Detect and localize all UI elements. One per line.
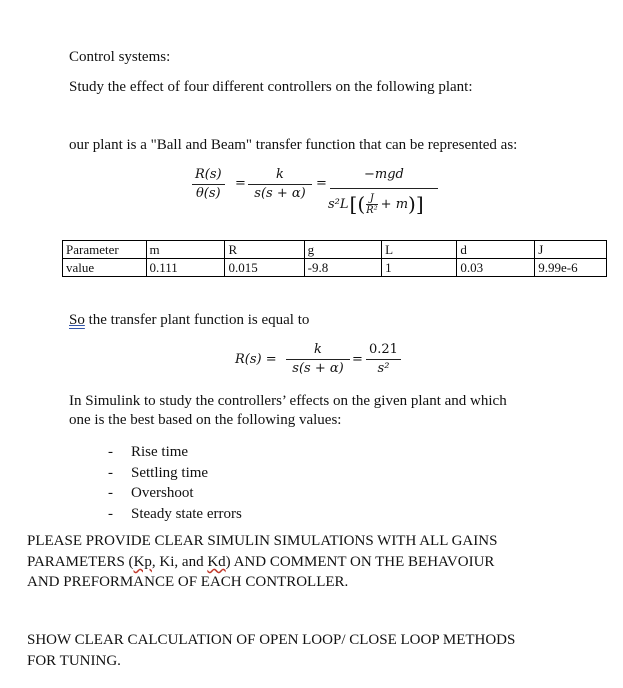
eq2-mid-numerator: k [314, 342, 322, 357]
eq1-inner-fraction [366, 193, 378, 216]
eq1-inner-numerator: J [369, 192, 374, 204]
bullet-dash: - [108, 505, 113, 522]
so-line [69, 312, 309, 329]
eq1-mid-numerator: k [276, 167, 284, 182]
list-item [108, 442, 242, 463]
please-line-2-part-b: , Ki, and [151, 554, 208, 570]
show-line-2: FOR TUNING. [27, 653, 121, 669]
table-cell: -9.8 [304, 259, 382, 277]
eq1-lhs-fraction [192, 167, 225, 201]
list-item [108, 483, 242, 504]
eq1-rhs-fraction-bar [330, 188, 438, 189]
eq1-inner-denominator: R² [366, 204, 378, 216]
so-word: So [69, 312, 85, 328]
eq1-rhs-den-suffix: + m [380, 196, 409, 212]
table-header-row [63, 241, 607, 259]
list-item-label: Rise time [131, 444, 189, 460]
show-line-1: SHOW CLEAR CALCULATION OF OPEN LOOP/ CLOSE LOOP METHODS [27, 632, 516, 648]
bullet-dash: - [108, 444, 113, 460]
list-item-label: Settling time [131, 464, 209, 481]
please-line-1: PLEASE PROVIDE CLEAR SIMULIN SIMULATIONS WITH ALL GAINS [27, 533, 498, 549]
intro-text: Study the effect of four different controllers on the following plant: [69, 79, 473, 95]
please-line-3: AND PREFORMANCE OF EACH CONTROLLER. [27, 574, 349, 590]
eq2-rhs-numerator: 0.21 [369, 342, 398, 357]
table-cell: J [535, 241, 607, 259]
list-item [108, 504, 242, 525]
eq1-lhs-denominator: θ(s) [195, 186, 221, 201]
kp-label: Kp [133, 554, 152, 570]
eq2-equals: = [352, 352, 363, 367]
table-row [63, 259, 607, 277]
table-cell: 0.015 [225, 259, 304, 277]
simulink-line-2: one is the best based on the following values: [69, 412, 342, 428]
eq2-mid-denominator: s(s + α) [292, 361, 344, 376]
metrics-list [108, 442, 242, 524]
table-cell: d [457, 241, 535, 259]
eq2-rhs-denominator: s² [377, 361, 390, 376]
table-cell: L [382, 241, 457, 259]
eq1-lhs-numerator: R(s) [195, 167, 222, 182]
parameter-table [62, 240, 607, 277]
eq1-equals-1: = [235, 176, 246, 191]
eq2-lhs: R(s) = [235, 352, 277, 367]
table-cell: m [146, 241, 225, 259]
eq1-rhs-denominator: s²L [( J R² + m )] [328, 192, 424, 216]
please-line-2 [27, 552, 494, 573]
list-item-label: Steady state errors [131, 505, 242, 522]
eq2-rhs-fraction [366, 342, 401, 376]
list-item [108, 463, 242, 484]
eq2-mid-fraction [286, 342, 350, 376]
table-cell: 9.99e-6 [535, 259, 607, 277]
bullet-dash: - [108, 485, 113, 501]
bullet-dash: - [108, 464, 113, 481]
eq1-equals-2: = [316, 176, 327, 191]
heading: Control systems: [69, 49, 171, 65]
table-cell: value [63, 259, 147, 277]
eq1-mid-denominator: s(s + α) [254, 186, 306, 201]
please-line-2-part-a: PARAMETERS ( [27, 554, 134, 570]
plant-description: our plant is a "Ball and Beam" transfer function that can be represented as: [69, 137, 518, 153]
simulink-line-1: In Simulink to study the controllers’ effects on the given plant and which [69, 393, 507, 409]
eq1-rhs-numerator: −mgd [364, 167, 404, 182]
eq1-mid-fraction [248, 167, 312, 201]
table-cell: R [225, 241, 304, 259]
so-rest: the transfer plant function is equal to [84, 312, 310, 328]
table-cell: 0.111 [146, 259, 225, 277]
table-cell: 1 [382, 259, 457, 277]
table-cell: Parameter [63, 241, 147, 259]
list-item-label: Overshoot [131, 485, 194, 501]
eq1-rhs-den-prefix: s²L [328, 196, 349, 212]
please-line-2-part-c: ) AND COMMENT ON THE BEHAVOIUR [225, 554, 495, 570]
table-cell: 0.03 [457, 259, 535, 277]
table-cell: g [304, 241, 382, 259]
kd-label: Kd [207, 554, 226, 570]
